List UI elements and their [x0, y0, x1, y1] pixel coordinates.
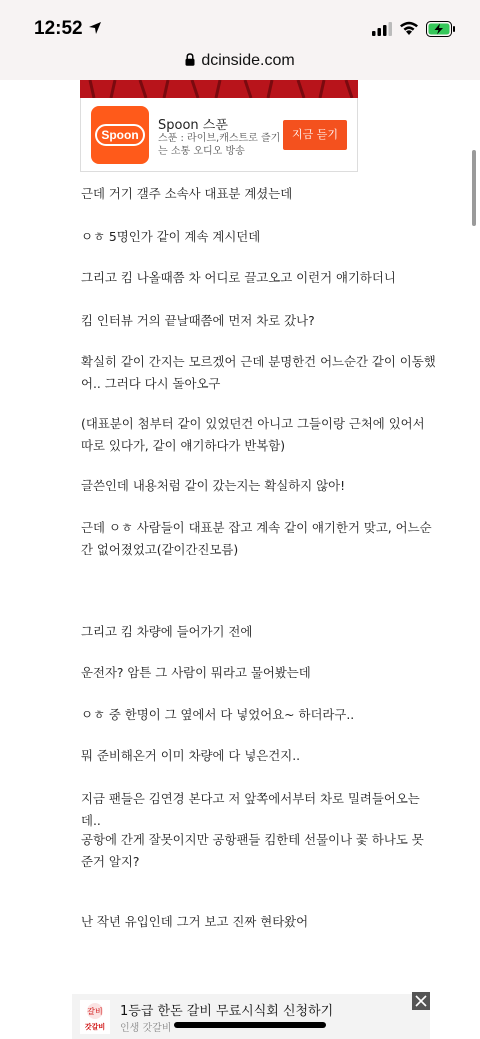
cellular-signal-icon [372, 22, 392, 36]
article-paragraph: ㅇㅎ 중 한명이 그 옆에서 다 넣었어요~ 하더라구.. [81, 707, 355, 722]
ad-banner-image[interactable] [80, 80, 358, 98]
article-paragraph: 근데 거기 갤주 소속사 대표분 계셨는데 [81, 186, 293, 201]
article-paragraph: ㅇㅎ 5명인가 같이 계속 계시던데 [81, 229, 261, 244]
battery-charging-icon [426, 21, 456, 37]
article-paragraph: 글쓴인데 내용처럼 같이 갔는지는 확실하지 않아! [81, 478, 346, 493]
close-ad-button[interactable] [412, 992, 430, 1010]
article-paragraph: 확실히 같이 간지는 모르겠어 근데 분명한건 어느순간 같이 이동했어.. 그러다 다시 돌아오구 [81, 354, 436, 391]
article-paragraph: 공항에 간게 잘못이지만 공항팬들 킴한테 선물이나 꽃 하나도 못 준거 알지? [81, 832, 424, 869]
lock-icon [185, 53, 195, 66]
article-paragraph: 그리고 킴 차량에 들어가기 전에 [81, 624, 253, 639]
article-paragraph: 운전자? 암튼 그 사람이 뭐라고 물어봤는데 [81, 665, 311, 680]
spoon-logo: Spoon [91, 106, 149, 164]
wifi-icon [399, 20, 419, 36]
close-icon [412, 992, 430, 1010]
ad-banner[interactable] [80, 98, 358, 172]
scrollbar[interactable] [472, 150, 476, 226]
article-paragraph: 그리고 킴 나올때쯤 차 어디로 끌고오고 이런거 얘기하더니 [81, 270, 396, 285]
article-paragraph: 지금 팬들은 김연경 본다고 저 앞쪽에서부터 차로 밀려들어오는데.. [81, 791, 420, 828]
status-bar [0, 0, 480, 50]
url-text: dcinside.com [201, 52, 295, 69]
article-paragraph: (대표분이 첨부터 같이 있었던건 아니고 그들이랑 근처에 있어서 따로 있다가, 같이 얘기하다가 반복함) [81, 416, 425, 453]
url-bar[interactable] [0, 50, 480, 80]
galbi-logo [80, 1000, 110, 1034]
svg-text:갓갈비: 갓갈비 [84, 1023, 106, 1031]
ad-description: 스푼 : 라이브,캐스트로 즐기는 소통 오디오 방송 [158, 133, 281, 157]
article-paragraph: 난 작년 유입인데 그거 보고 진짜 현타왔어 [81, 914, 309, 929]
home-indicator[interactable] [174, 1022, 326, 1028]
bottom-ad-subtitle: 인생 갓갈비 [120, 1023, 172, 1034]
article-paragraph: 킴 인터뷰 거의 끝날때쯤에 먼저 차로 갔나? [81, 313, 315, 328]
status-time: 12:52 [34, 18, 83, 39]
ad-cta-button[interactable]: 지금 듣기 [283, 120, 347, 150]
article-paragraph: 근데 ㅇㅎ 사람들이 대표분 잡고 계속 같이 얘기한거 맞고, 어느순간 없어졌었고(같이간진모름) [81, 520, 432, 557]
bottom-ad-banner[interactable] [72, 994, 430, 1039]
bottom-ad-title: 1등급 한돈 갈비 무료시식회 신청하기 [120, 1004, 334, 1019]
ad-title: Spoon 스푼 [158, 118, 228, 133]
location-arrow-icon [88, 21, 102, 35]
article-paragraph: 뭐 준비해온거 이미 차량에 다 넣은건지.. [81, 748, 301, 763]
svg-text:갈비: 갈비 [87, 1007, 103, 1016]
